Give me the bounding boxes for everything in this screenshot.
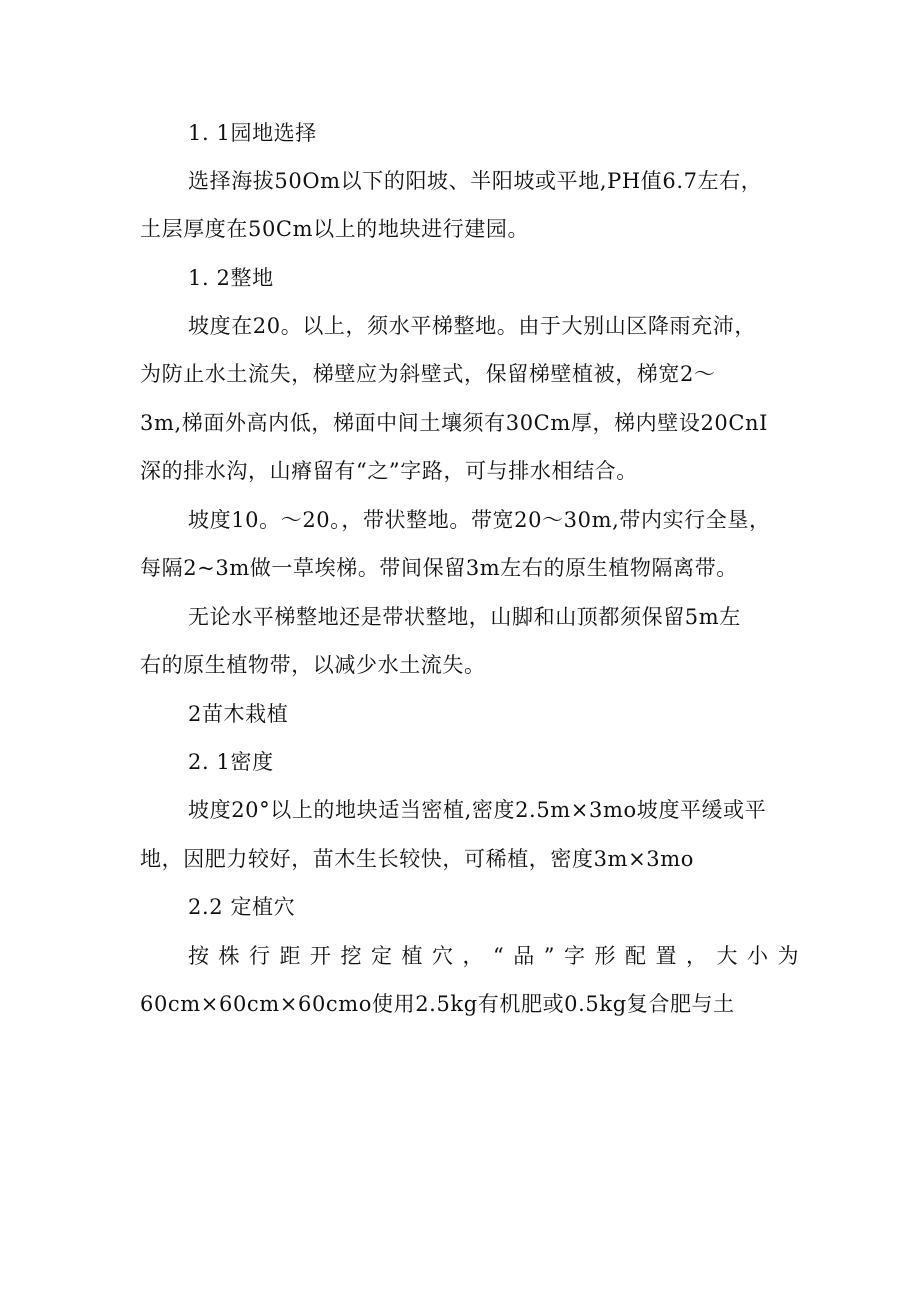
paragraph-line: 每隔2~3m做一草埃梯。带间保留3m左右的原生植物隔离带。: [140, 556, 738, 580]
paragraph-line: 选择海拔50Om以下的阳坡、半阳坡或平地,PH值6.7左右，: [188, 169, 763, 193]
paragraph-line: 3m,梯面外高内低，梯面中间土壤须有30Cm厚，梯内壁设20CnI: [140, 411, 769, 435]
paragraph-line: 右的原生植物带，以减少水土流失。: [140, 653, 486, 677]
paragraph-line: 坡度20°以上的地块适当密植,密度2.5m×3mo坡度平缓或平: [188, 798, 767, 822]
paragraph-line: 为防止水土流失，梯壁应为斜壁式，保留梯壁植被，梯宽2～: [140, 362, 716, 386]
paragraph-line: 60cm×60cm×60cmo使用2.5kg有机肥或0.5kg复合肥与土: [140, 992, 735, 1016]
paragraph-line: 坡度在20。以上，须水平梯整地。由于大别山区降雨充沛，: [188, 314, 756, 338]
heading-2: 2苗木栽植: [188, 702, 289, 726]
paragraph-line: 深的排水沟，山瘠留有“之”字路，可与排水相结合。: [140, 459, 638, 483]
paragraph-line: 土层厚度在50Cm以上的地块进行建园。: [140, 217, 530, 241]
paragraph-line: 无论水平梯整地还是带状整地，山脚和山顶都须保留5m左: [188, 605, 741, 629]
heading-1-1: 1. 1园地选择: [188, 121, 317, 145]
paragraph-line: 坡度10。～20。，带状整地。带宽20～30m,带内实行全垦，: [188, 508, 771, 532]
heading-2-2: 2.2 定植穴: [188, 895, 296, 919]
paragraph-line: 地，因肥力较好，苗木生长较快，可稀植，密度3m×3mo: [140, 847, 694, 871]
paragraph-line: 按株行距开挖定植穴，“品”字形配置，大小为: [188, 944, 808, 968]
heading-1-2: 1. 2整地: [188, 266, 274, 290]
heading-2-1: 2. 1密度: [188, 750, 274, 774]
